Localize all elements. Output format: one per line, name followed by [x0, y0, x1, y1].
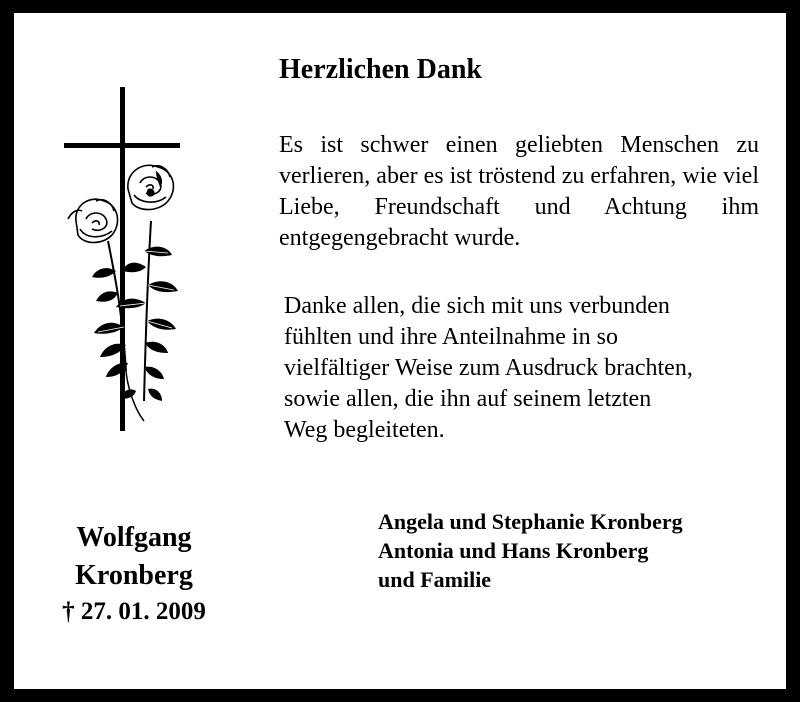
cross-with-roses-icon	[56, 71, 196, 431]
gratitude-line: sowie allen, die ihn auf seinem letzten	[284, 386, 652, 412]
deceased-last-name: Kronberg	[75, 560, 193, 591]
gratitude-line: fühlten und ihre Anteilnahme in so	[284, 324, 618, 350]
signers-block	[378, 507, 683, 594]
gratitude-line: Weg begleiteten.	[284, 417, 445, 443]
deceased-first-name: Wolfgang	[76, 522, 192, 553]
signer-line: Antonia und Hans Kronberg	[378, 538, 649, 563]
signer-line: Angela und Stephanie Kronberg	[378, 509, 683, 534]
gratitude-paragraph	[284, 291, 784, 446]
thanks-paragraph: Es ist schwer einen geliebten Menschen zu verlieren, aber es ist tröstend zu erfahren, wie viel Liebe, Freundschaft und Achtung ihm entgegengebracht wurde.	[279, 132, 759, 251]
death-date: † 27. 01. 2009	[62, 598, 206, 625]
deceased-block	[44, 519, 224, 629]
page-title: Herzlichen Dank	[279, 54, 482, 85]
gratitude-line: vielfältiger Weise zum Ausdruck brachten,	[284, 355, 693, 381]
gratitude-line: Danke allen, die sich mit uns verbunden	[284, 293, 670, 319]
signer-line: und Familie	[378, 567, 492, 592]
